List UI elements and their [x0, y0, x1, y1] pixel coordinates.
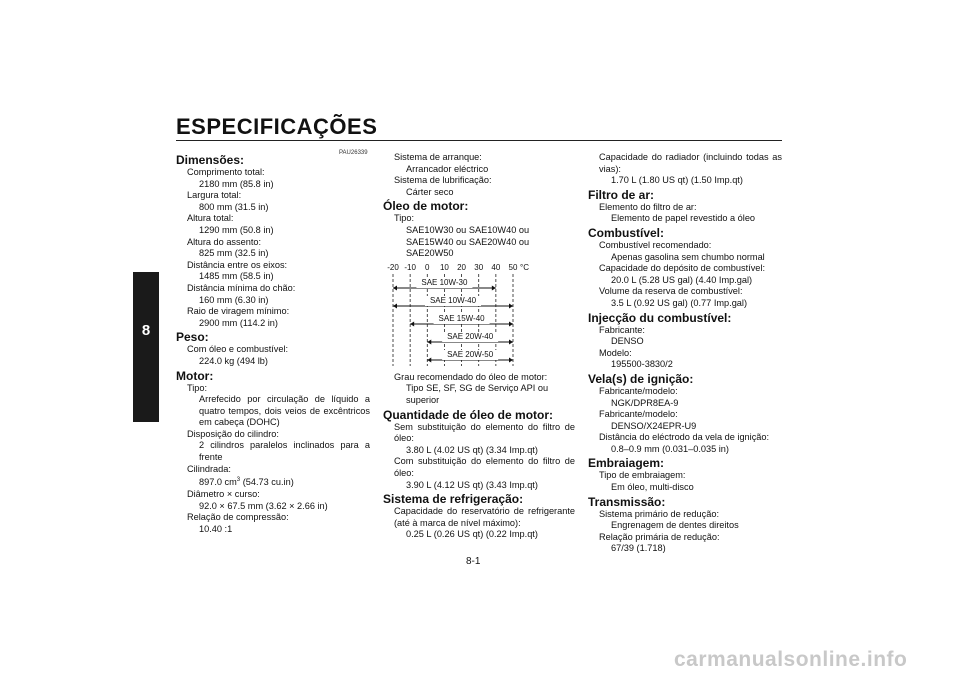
- chart-range-arrow: [393, 303, 397, 308]
- oil-viscosity-chart: [383, 262, 575, 368]
- chapter-number: 8: [141, 322, 151, 339]
- chart-tick-label: 0: [425, 262, 430, 272]
- spec-label: Com substituição do elemento do filtro de óleo:: [394, 456, 575, 478]
- spec-value: NGK/DPR8EA-9: [611, 397, 679, 408]
- spec-label: Disposição do cilindro:: [187, 428, 279, 439]
- heading-cooling: Sistema de refrigeração:: [383, 492, 524, 507]
- spec-label: Relação primária de redução:: [599, 531, 720, 542]
- heading-fuel-injection: Injecção du combustível:: [588, 310, 732, 325]
- heading-engine-oil: Óleo de motor:: [383, 199, 469, 214]
- spec-value: DENSO/X24EPR-U9: [611, 420, 697, 431]
- spec-value: 224.0 kg (494 lb): [199, 355, 268, 366]
- spec-value: Em óleo, multi-disco: [611, 482, 694, 493]
- chart-range-arrow: [492, 285, 496, 290]
- spec-label: Distância mínima do chão:: [187, 282, 296, 293]
- chart-range-arrow: [509, 303, 513, 308]
- spec-value: Apenas gasolina sem chumbo normal: [611, 251, 765, 262]
- heading-fuel: Combustível:: [588, 225, 665, 240]
- spec-value: 2 cilindros paralelos inclinados para a frente: [199, 440, 370, 463]
- spec-label: Diâmetro × curso:: [187, 488, 260, 499]
- heading-air-filter: Filtro de ar:: [588, 187, 655, 202]
- spec-label: Largura total:: [187, 190, 242, 201]
- displacement-exponent: 3: [236, 477, 241, 484]
- chart-series-label: SAE 20W-50: [447, 349, 494, 359]
- spec-label: Cilindrada:: [187, 463, 231, 474]
- column-2: [383, 152, 575, 541]
- displacement-imperial: (54.73 cu.in): [240, 477, 294, 488]
- heading-oil-quantity: Quantidade de óleo de motor:: [383, 407, 554, 422]
- spec-value: 825 mm (32.5 in): [199, 248, 269, 259]
- spec-label: Capacidade do reservatório de refrigerante (até à marca de nível máximo):: [394, 506, 575, 528]
- spec-label: Relação de compressão:: [187, 512, 289, 523]
- chart-range-arrow: [427, 357, 431, 362]
- spec-value: 3.90 L (4.12 US qt) (3.43 Imp.qt): [406, 479, 538, 490]
- spec-value: 0.8–0.9 mm (0.031–0.035 in): [611, 443, 729, 454]
- spec-value: SAE10W30 ou SAE10W40 ou SAE15W40 ou SAE20W40 ou SAE20W50: [406, 224, 530, 259]
- spec-value: 800 mm (31.5 in): [199, 201, 269, 212]
- section-code: PAU26339: [339, 150, 368, 156]
- spec-value: 1290 mm (50.8 in): [199, 224, 274, 235]
- spec-value: 1485 mm (58.5 in): [199, 271, 274, 282]
- chart-tick-label: 50: [508, 262, 518, 272]
- spec-label: Sistema de arranque:: [394, 152, 482, 162]
- spec-value-displacement: [176, 475, 370, 489]
- spec-label: Elemento do filtro de ar:: [599, 201, 697, 212]
- heading-clutch: Embraiagem:: [588, 456, 665, 471]
- chart-series-label: SAE 20W-40: [447, 331, 494, 341]
- spec-value: Engrenagem de dentes direitos: [611, 520, 739, 531]
- spec-value: 160 mm (6.30 in): [199, 294, 269, 305]
- spec-value: DENSO: [611, 336, 644, 347]
- spec-label: Altura total:: [187, 213, 234, 224]
- spec-value: 92.0 × 67.5 mm (3.62 × 2.66 in): [199, 500, 328, 511]
- spec-label: Raio de viragem mínimo:: [187, 306, 290, 317]
- heading-spark-plugs: Vela(s) de ignição:: [588, 371, 694, 386]
- heading-weight: Peso:: [176, 330, 209, 345]
- spec-label: Distância do eléctrodo da vela de ignição:: [599, 432, 770, 443]
- spec-value: 3.80 L (4.02 US qt) (3.34 Imp.qt): [406, 444, 538, 455]
- spec-value: 10.40 :1: [199, 523, 233, 534]
- spec-label: Volume da reserva de combustível:: [599, 286, 743, 297]
- chart-range-arrow: [410, 321, 414, 326]
- spec-value: Cárter seco: [406, 186, 454, 197]
- spec-label: Fabricante/modelo:: [599, 409, 678, 420]
- title-rule: [176, 140, 782, 141]
- spec-label: Com óleo e combustível:: [187, 344, 289, 355]
- chart-unit-label: °C: [520, 262, 529, 272]
- spec-label: Modelo:: [599, 347, 632, 358]
- spec-label: Fabricante:: [599, 324, 645, 335]
- chart-range-arrow: [509, 339, 513, 344]
- chart-tick-label: -20: [387, 262, 399, 272]
- watermark: carmanualsonline.info: [674, 648, 908, 671]
- spec-label: Sem substituição do elemento do filtro de óleo:: [394, 421, 575, 444]
- spec-value: Elemento de papel revestido a óleo: [611, 213, 756, 224]
- chapter-tab: [133, 272, 159, 422]
- chart-tick-label: -10: [404, 262, 416, 272]
- spec-label: Sistema primário de redução:: [599, 508, 720, 519]
- heading-engine: Motor:: [176, 368, 214, 383]
- chart-series-label: SAE 15W-40: [438, 313, 485, 323]
- displacement-value: 897.0 cm: [199, 477, 237, 488]
- spec-value: 195500-3830/2: [611, 359, 673, 370]
- spec-label: Grau recomendado do óleo de motor:: [394, 371, 548, 382]
- chart-tick-label: 30: [474, 262, 484, 272]
- spec-value: 2180 mm (85.8 in): [199, 178, 274, 189]
- chart-range-arrow: [427, 339, 431, 344]
- spec-value: 2900 mm (114.2 in): [199, 317, 278, 328]
- heading-dimensions: Dimensões:: [176, 153, 245, 167]
- column-1: [176, 152, 370, 535]
- spec-value: 67/39 (1.718): [611, 543, 666, 554]
- chart-series-label: SAE 10W-30: [421, 277, 468, 287]
- spec-value: Tipo SE, SF, SG de Serviço API ou superior: [406, 383, 549, 405]
- spec-label: Distância entre os eixos:: [187, 259, 288, 270]
- spec-value: 20.0 L (5.28 US gal) (4.40 Imp.gal): [611, 274, 753, 285]
- heading-transmission: Transmissão:: [588, 494, 666, 509]
- spec-value: 3.5 L (0.92 US gal) (0.77 Imp.gal): [611, 297, 748, 308]
- spec-value: Arrefecido por circulação de líquido a quatro tempos, dois veios de excêntricos em cabeça (DOHC): [199, 394, 370, 428]
- spec-label: Fabricante/modelo:: [599, 385, 678, 396]
- spec-value: 1.70 L (1.80 US qt) (1.50 Imp.qt): [611, 175, 743, 186]
- page-number: 8-1: [466, 556, 481, 567]
- chart-tick-label: 10: [439, 262, 449, 272]
- chart-series-label: SAE 10W-40: [429, 295, 477, 305]
- spec-label: Comprimento total:: [187, 167, 265, 177]
- column-3: [588, 152, 782, 555]
- spec-label: Capacidade do depósito de combustível:: [599, 263, 765, 274]
- page-title: ESPECIFICAÇÕES: [176, 114, 378, 139]
- chart-range-arrow: [509, 357, 513, 362]
- chart-range-arrow: [509, 321, 513, 326]
- spec-label: Tipo de embraiagem:: [599, 470, 686, 481]
- spec-value: Arrancador eléctrico: [406, 163, 489, 174]
- chart-tick-label: 40: [491, 262, 501, 272]
- chart-tick-label: 20: [457, 262, 467, 272]
- chart-range-arrow: [393, 285, 397, 290]
- spec-label: Capacidade do radiador (incluindo todas as vias):: [599, 152, 782, 174]
- spec-value: 0.25 L (0.26 US qt) (0.22 Imp.qt): [406, 529, 538, 540]
- spec-label: Tipo:: [394, 213, 415, 224]
- spec-label: Combustível recomendado:: [599, 239, 712, 250]
- spec-label: Altura do assento:: [187, 236, 262, 247]
- spec-label: Tipo:: [187, 382, 208, 393]
- spec-label: Sistema de lubrificação:: [394, 175, 492, 186]
